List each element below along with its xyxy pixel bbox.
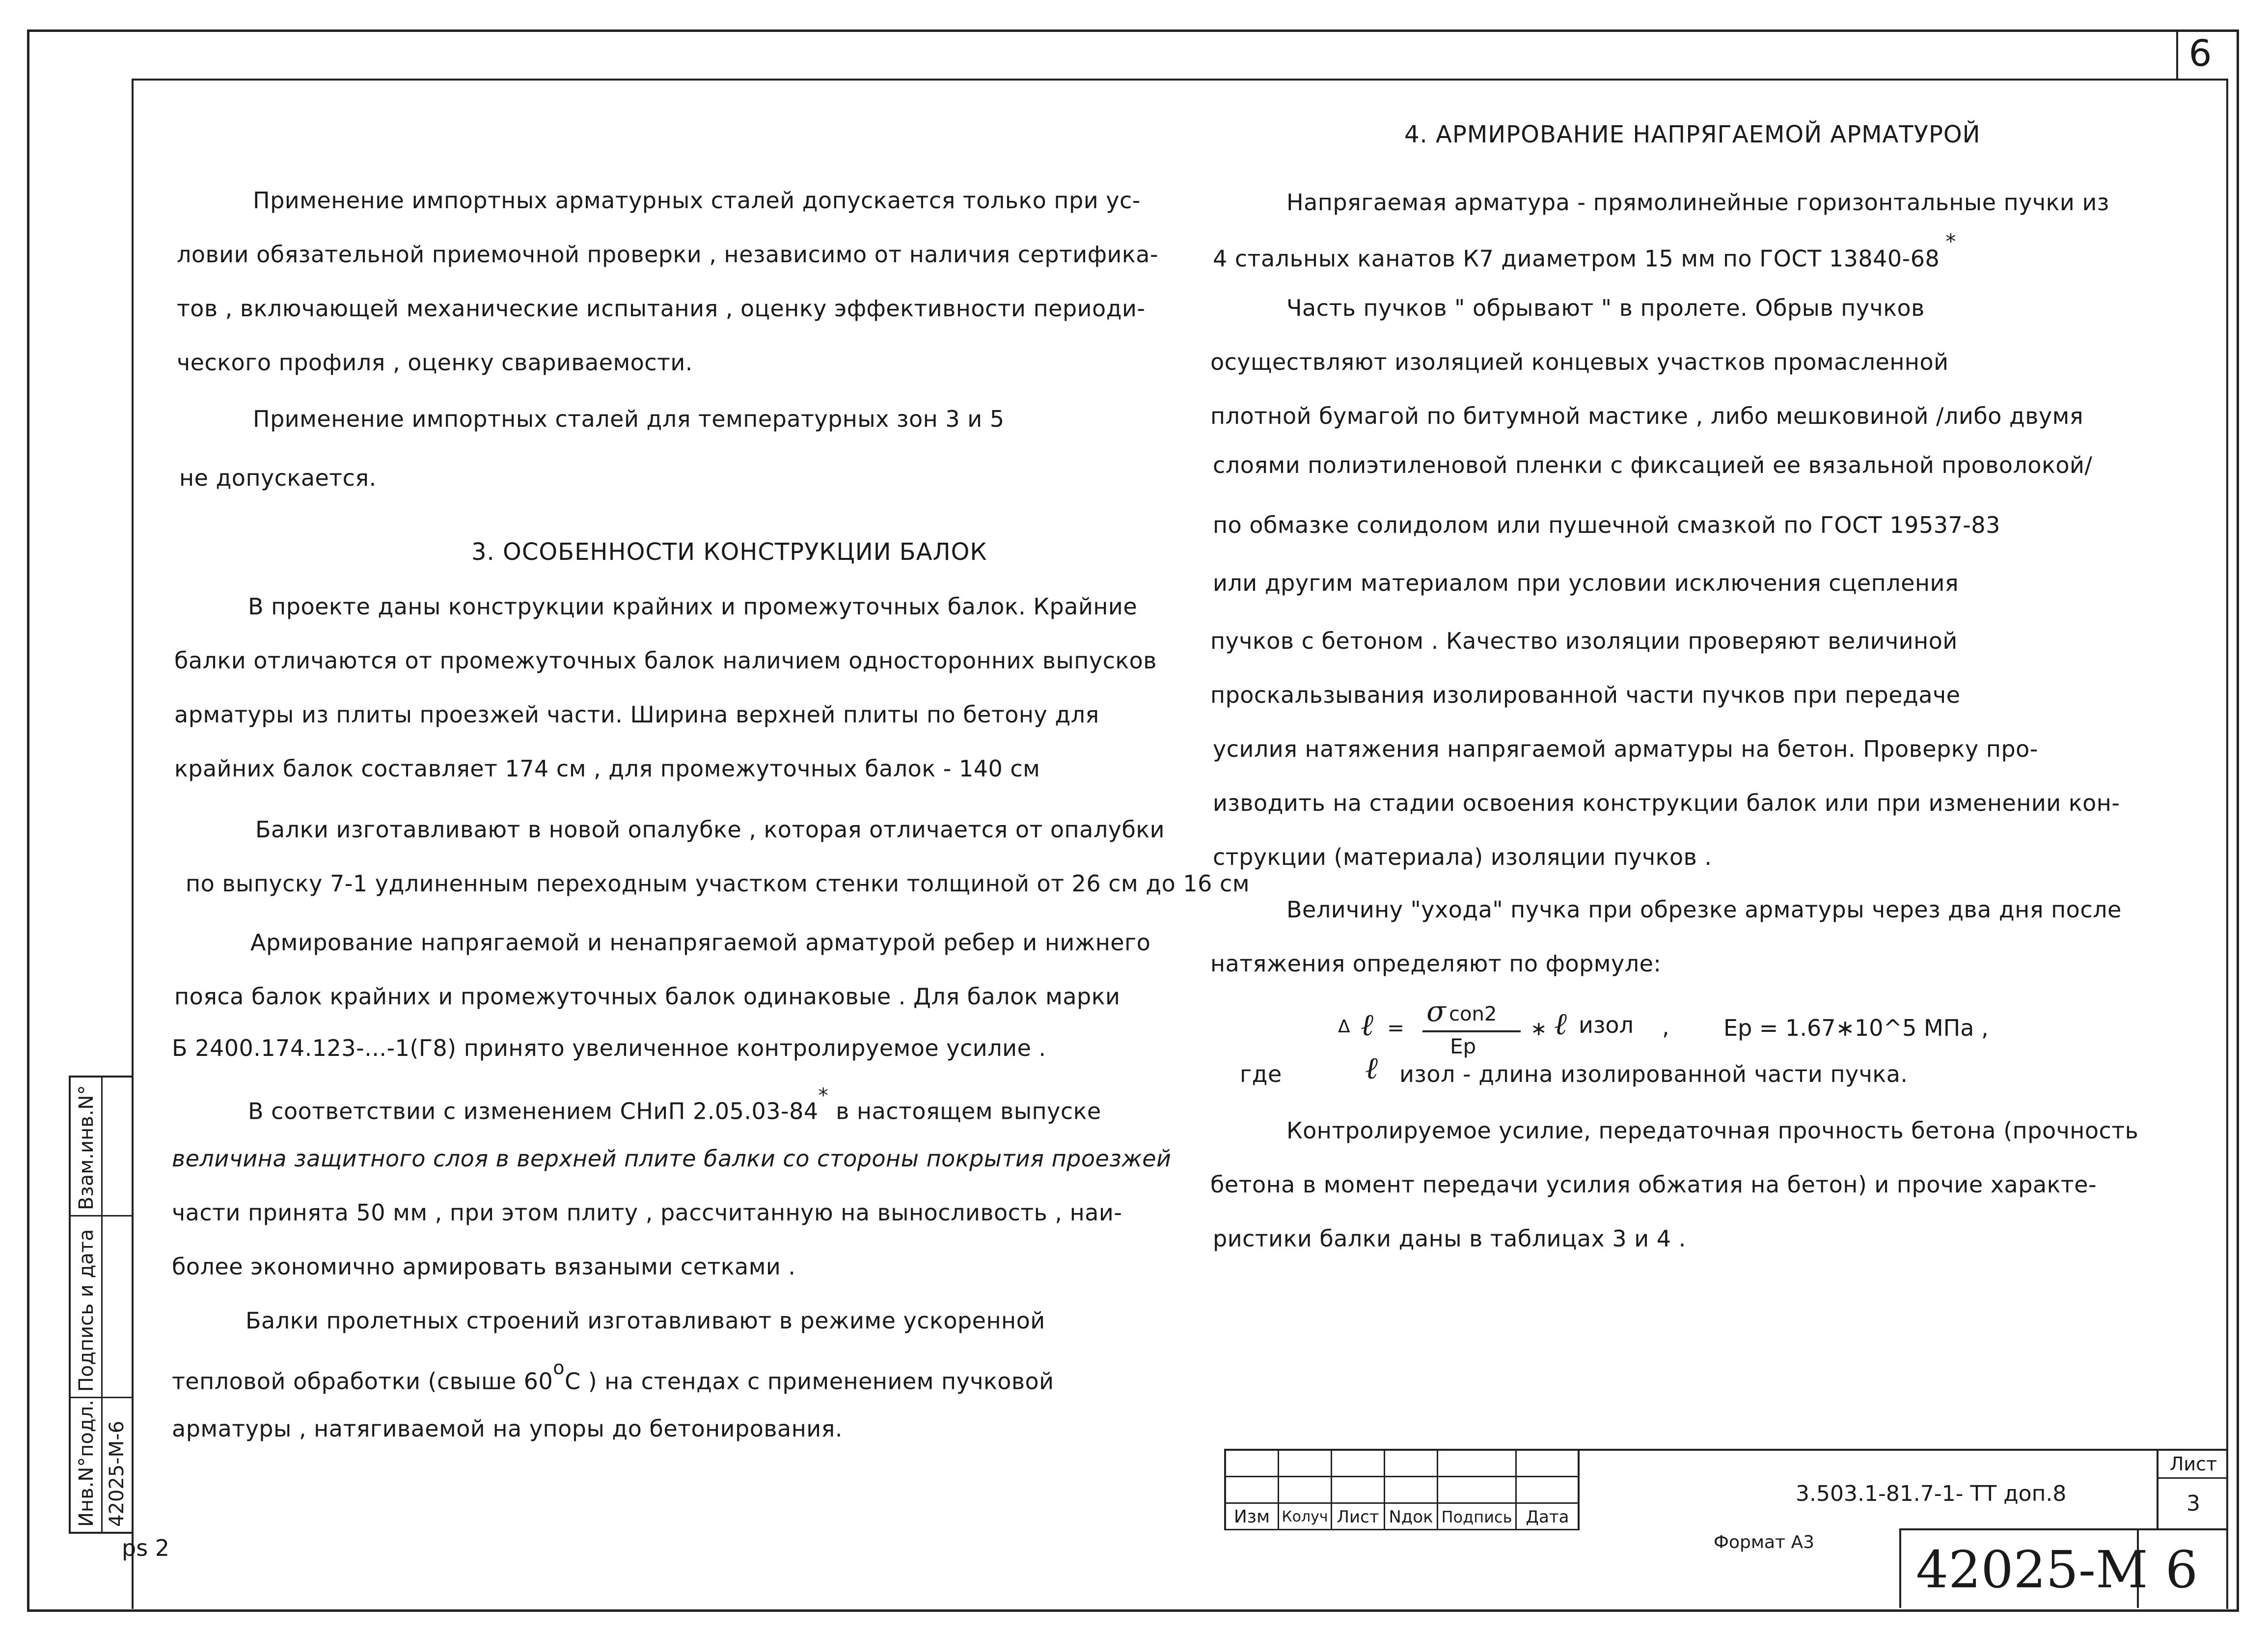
text-line: Контролируемое усилие, передаточная прочность бетона (прочность xyxy=(1286,1117,2139,1144)
delta-symbol: Δ xyxy=(1338,1017,1350,1037)
text-line: Применение импортных арматурных сталей допускается только при ус- xyxy=(253,187,1141,214)
rev-cell xyxy=(1517,1477,1580,1504)
text-span: С ) на стендах с применением пучковой xyxy=(564,1368,1054,1395)
formula xyxy=(1338,992,1989,1066)
text-line: осуществляют изоляцией концевых участков промасленной xyxy=(1210,349,1949,375)
text-line: крайних балок составляет 174 см , для промежуточных балок - 140 см xyxy=(174,755,1040,782)
text-span: в настоящем выпуске xyxy=(836,1098,1101,1125)
ep-value: Ep = 1.67∗10^5 МПа , xyxy=(1723,1015,1989,1041)
rev-cell xyxy=(1279,1477,1332,1504)
asterisk-mark: * xyxy=(818,1084,829,1107)
rev-cell xyxy=(1438,1477,1517,1504)
side-approval-strip xyxy=(69,1076,134,1534)
text-line: Балки пролетных строений изготавливают в режиме ускоренной xyxy=(246,1307,1045,1334)
text-line: натяжения определяют по формуле: xyxy=(1210,950,1662,977)
side-label: Инв.N°подл. xyxy=(75,1400,98,1527)
rev-cell xyxy=(1332,1477,1385,1504)
rev-cell xyxy=(1438,1451,1517,1477)
sheet-label: Лист xyxy=(2159,1451,2228,1479)
text-line: более экономично армировать вязаными сетками . xyxy=(172,1253,796,1280)
side-label: Взам.инв.N° xyxy=(75,1085,98,1210)
text-line: Применение импортных сталей для температурных зон 3 и 5 xyxy=(253,406,1005,432)
side-label: Подпись и дата xyxy=(75,1229,98,1392)
text-line: изводить на стадии освоения конструкции балок или при изменении кон- xyxy=(1213,790,2120,816)
text-line: Величину "ухода" пучка при обрезке арматуры через два дня после xyxy=(1286,896,2122,923)
sigma-subscript: con2 xyxy=(1449,1003,1497,1025)
corner-sheet-number: 6 xyxy=(2188,32,2212,75)
text-span: 4 стальных канатов К7 диаметром 15 мм по ГОСТ 13840-68 xyxy=(1213,245,1940,272)
text-line: струкции (материала) изоляции пучков . xyxy=(1213,844,1712,870)
text-line xyxy=(172,1357,1054,1395)
multiply-sign: ∗ xyxy=(1530,1018,1547,1040)
text-line: ристики балки даны в таблицах 3 и 4 . xyxy=(1213,1225,1686,1252)
equals-sign: = xyxy=(1387,1016,1405,1040)
degree-mark: o xyxy=(553,1357,565,1379)
text-line: или другим материалом при условии исключения сцепления xyxy=(1213,570,1959,596)
rev-cell xyxy=(1385,1451,1438,1477)
header-koluch: Колуч xyxy=(1279,1504,1332,1530)
ell-symbol: ℓ xyxy=(1361,1007,1373,1043)
text-line: пучков с бетоном . Качество изоляции проверяют величиной xyxy=(1210,628,1958,654)
text-line: ческого профиля , оценку свариваемости. xyxy=(177,349,693,376)
side-cell xyxy=(101,1215,132,1398)
text-line: тов , включающей механические испытания , оценку эффективности периоди- xyxy=(177,295,1146,322)
text-line: по выпуску 7-1 удлиненным переходным участком стенки толщиной от 26 см до 16 см xyxy=(186,870,1250,897)
text-line xyxy=(1213,229,1956,272)
text-line: арматуры из плиты проезжей части. Ширина верхней плиты по бетону для xyxy=(174,701,1099,728)
format-label: Формат А3 xyxy=(1714,1532,1815,1552)
text-line: Армирование напрягаемой и ненапрягаемой арматурой ребер и нижнего xyxy=(250,929,1151,956)
page-marker: ps 2 xyxy=(122,1535,170,1561)
asterisk-mark: * xyxy=(1945,229,1956,253)
project-sheet-cell xyxy=(2137,1530,2226,1608)
header-izm: Изм xyxy=(1226,1504,1279,1530)
where-word: где xyxy=(1240,1061,1282,1087)
text-line: усилия натяжения напрягаемой арматуры на бетон. Проверку про- xyxy=(1213,736,2038,762)
text-span: В соответствии с изменением СНиП 2.05.03-84 xyxy=(248,1098,819,1125)
rev-cell xyxy=(1226,1477,1279,1504)
project-sheet-number: 6 xyxy=(2165,1540,2198,1600)
section-4-title: 4. АРМИРОВАНИЕ НАПРЯГАЕМОЙ АРМАТУРОЙ xyxy=(1404,121,1981,148)
header-ndok: Nдок xyxy=(1385,1504,1438,1530)
sheet-number: 3 xyxy=(2186,1491,2200,1516)
fraction-denominator: Ep xyxy=(1450,1034,1476,1058)
text-line: В проекте даны конструкции крайних и промежуточных балок. Крайние xyxy=(248,593,1138,620)
doc-code-cell xyxy=(1580,1451,2157,1530)
text-line: изол - длина изолированной части пучка. xyxy=(1399,1061,1908,1087)
text-line: проскальзывания изолированной части пучков при передаче xyxy=(1210,682,1961,708)
comma: , xyxy=(1662,1014,1669,1040)
text-line: слоями полиэтиленовой пленки с фиксацией ее вязальной проволокой/ xyxy=(1213,452,2093,478)
text-line: Б 2400.174.123-...-1(Г8) принято увеличенное контролируемое усилие . xyxy=(172,1035,1046,1061)
side-column-values xyxy=(101,1078,132,1532)
izol-label: изол xyxy=(1579,1012,1634,1038)
text-span: тепловой обработки (свыше 60 xyxy=(172,1368,553,1395)
side-cell xyxy=(101,1078,132,1216)
rev-cell xyxy=(1279,1451,1332,1477)
text-line: величина защитного слоя в верхней плите балки со стороны покрытия проезжей xyxy=(172,1145,1172,1172)
text-line: арматуры , натягиваемой на упоры до бетонирования. xyxy=(172,1415,843,1442)
text-line: Часть пучков " обрывают " в пролете. Обрыв пучков xyxy=(1286,295,1925,321)
sigma-symbol: σ xyxy=(1426,995,1446,1028)
section-3-title: 3. ОСОБЕННОСТИ КОНСТРУКЦИИ БАЛОК xyxy=(471,538,987,566)
text-line: ловии обязательной приемочной проверки , независимо от наличия сертифика- xyxy=(177,241,1159,268)
title-block xyxy=(1578,1449,2226,1530)
fraction-bar xyxy=(1422,1030,1521,1032)
text-line xyxy=(248,1084,1101,1125)
revision-table xyxy=(1224,1449,1580,1530)
ell-symbol: ℓ xyxy=(1554,1006,1567,1042)
text-line: бетона в момент передачи усилия обжатия на бетон) и прочие характе- xyxy=(1210,1171,2097,1198)
rev-cell xyxy=(1226,1451,1279,1477)
ell-symbol: ℓ xyxy=(1365,1050,1378,1086)
rev-cell xyxy=(1385,1477,1438,1504)
sheet-cell xyxy=(2157,1451,2228,1530)
project-code-cell xyxy=(1901,1530,2148,1608)
side-inventory-number: 42025-М-6 xyxy=(106,1420,128,1527)
text-line: части принята 50 мм , при этом плиту , рассчитанную на выносливость , наи- xyxy=(172,1199,1122,1226)
text-line: не допускается. xyxy=(179,465,377,491)
text-line: по обмазке солидолом или пушечной смазкой по ГОСТ 19537-83 xyxy=(1213,512,2000,538)
text-line: Напрягаемая арматура - прямолинейные горизонтальные пучки из xyxy=(1286,189,2109,216)
text-line: балки отличаются от промежуточных балок наличием односторонних выпусков xyxy=(174,647,1157,674)
header-list: Лист xyxy=(1332,1504,1385,1530)
text-line: плотной бумагой по битумной мастике , либо мешковиной /либо двумя xyxy=(1210,403,2083,429)
rev-cell xyxy=(1332,1451,1385,1477)
project-code: 42025-М xyxy=(1916,1540,2148,1600)
text-line: пояса балок крайних и промежуточных балок одинаковые . Для балок марки xyxy=(174,983,1120,1010)
header-data: Дата xyxy=(1517,1504,1580,1530)
side-column-labels xyxy=(71,1078,103,1532)
document-code: 3.503.1-81.7-1- ТТ доп.8 xyxy=(1796,1481,2067,1506)
header-podpis: Подпись xyxy=(1438,1504,1517,1530)
rev-cell xyxy=(1517,1451,1580,1477)
text-line: Балки изготавливают в новой опалубке , которая отличается от опалубки xyxy=(255,816,1165,843)
project-code-block xyxy=(1899,1528,2226,1608)
